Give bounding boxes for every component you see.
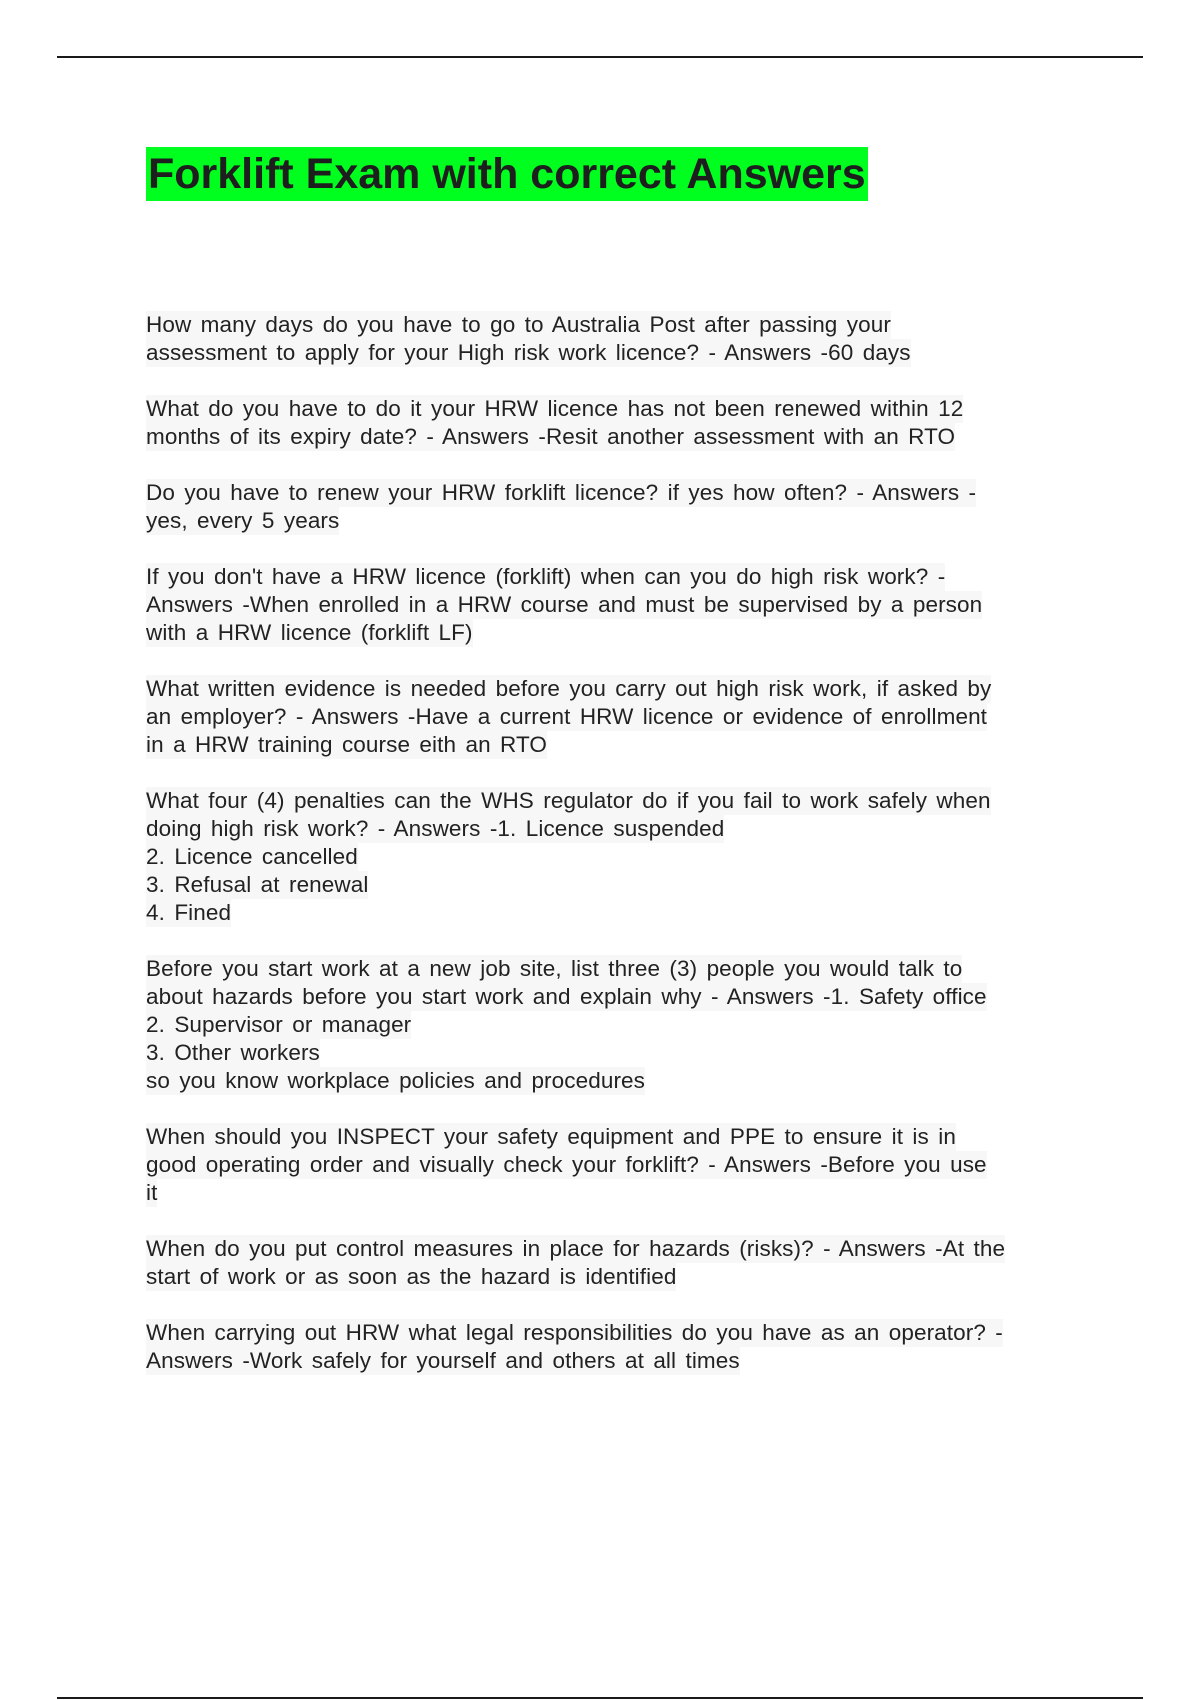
text-line: 3. Other workers	[146, 1040, 320, 1065]
text-line: When do you put control measures in place for hazards (risks)? - Answers -At the	[146, 1236, 1006, 1261]
text-line: an employer? - Answers -Have a current HRW licence or evidence of enrollment	[146, 704, 988, 729]
text-line: 2. Supervisor or manager	[146, 1012, 412, 1037]
text-line: about hazards before you start work and explain why - Answers -1. Safety office	[146, 984, 987, 1009]
question-item	[146, 1235, 1096, 1291]
text-line: Do you have to renew your HRW forklift licence? if yes how often? - Answers -	[146, 480, 977, 505]
text-line: it	[146, 1180, 158, 1205]
text-line: Answers -Work safely for yourself and others at all times	[146, 1348, 740, 1373]
question-item	[146, 563, 1096, 647]
question-item	[146, 1123, 1096, 1207]
question-item	[146, 675, 1096, 759]
text-line: good operating order and visually check your forklift? - Answers -Before you use	[146, 1152, 987, 1177]
text-line: What four (4) penalties can the WHS regulator do if you fail to work safely when	[146, 788, 991, 813]
text-line: start of work or as soon as the hazard is identified	[146, 1264, 677, 1289]
text-line: When should you INSPECT your safety equipment and PPE to ensure it is in	[146, 1124, 956, 1149]
text-line: 4. Fined	[146, 900, 232, 925]
question-item	[146, 479, 1096, 535]
text-line: What written evidence is needed before you carry out high risk work, if asked by	[146, 676, 992, 701]
document-title: Forklift Exam with correct Answers	[146, 147, 868, 201]
text-line: Before you start work at a new job site, list three (3) people you would talk to	[146, 956, 963, 981]
text-line: assessment to apply for your High risk work licence? - Answers -60 days	[146, 340, 911, 365]
text-line: so you know workplace policies and procedures	[146, 1068, 646, 1093]
text-line: 2. Licence cancelled	[146, 844, 358, 869]
text-line: Answers -When enrolled in a HRW course and must be supervised by a person	[146, 592, 983, 617]
text-line: What do you have to do it your HRW licence has not been renewed within 12	[146, 396, 964, 421]
text-line: 3. Refusal at renewal	[146, 872, 369, 897]
top-rule	[57, 56, 1143, 58]
question-list	[146, 311, 1096, 1403]
text-line: doing high risk work? - Answers -1. Licence suspended	[146, 816, 725, 841]
text-line: in a HRW training course eith an RTO	[146, 732, 548, 757]
text-line: When carrying out HRW what legal responsibilities do you have as an operator? -	[146, 1320, 1003, 1345]
question-item	[146, 395, 1096, 451]
text-line: If you don't have a HRW licence (forklift) when can you do high risk work? -	[146, 564, 946, 589]
text-line: How many days do you have to go to Australia Post after passing your	[146, 312, 891, 337]
text-line: with a HRW licence (forklift LF)	[146, 620, 473, 645]
text-line: months of its expiry date? - Answers -Resit another assessment with an RTO	[146, 424, 956, 449]
question-item	[146, 787, 1096, 927]
question-item	[146, 955, 1096, 1095]
text-line: yes, every 5 years	[146, 508, 340, 533]
question-item	[146, 1319, 1096, 1375]
bottom-rule	[57, 1697, 1143, 1699]
question-item	[146, 311, 1096, 367]
